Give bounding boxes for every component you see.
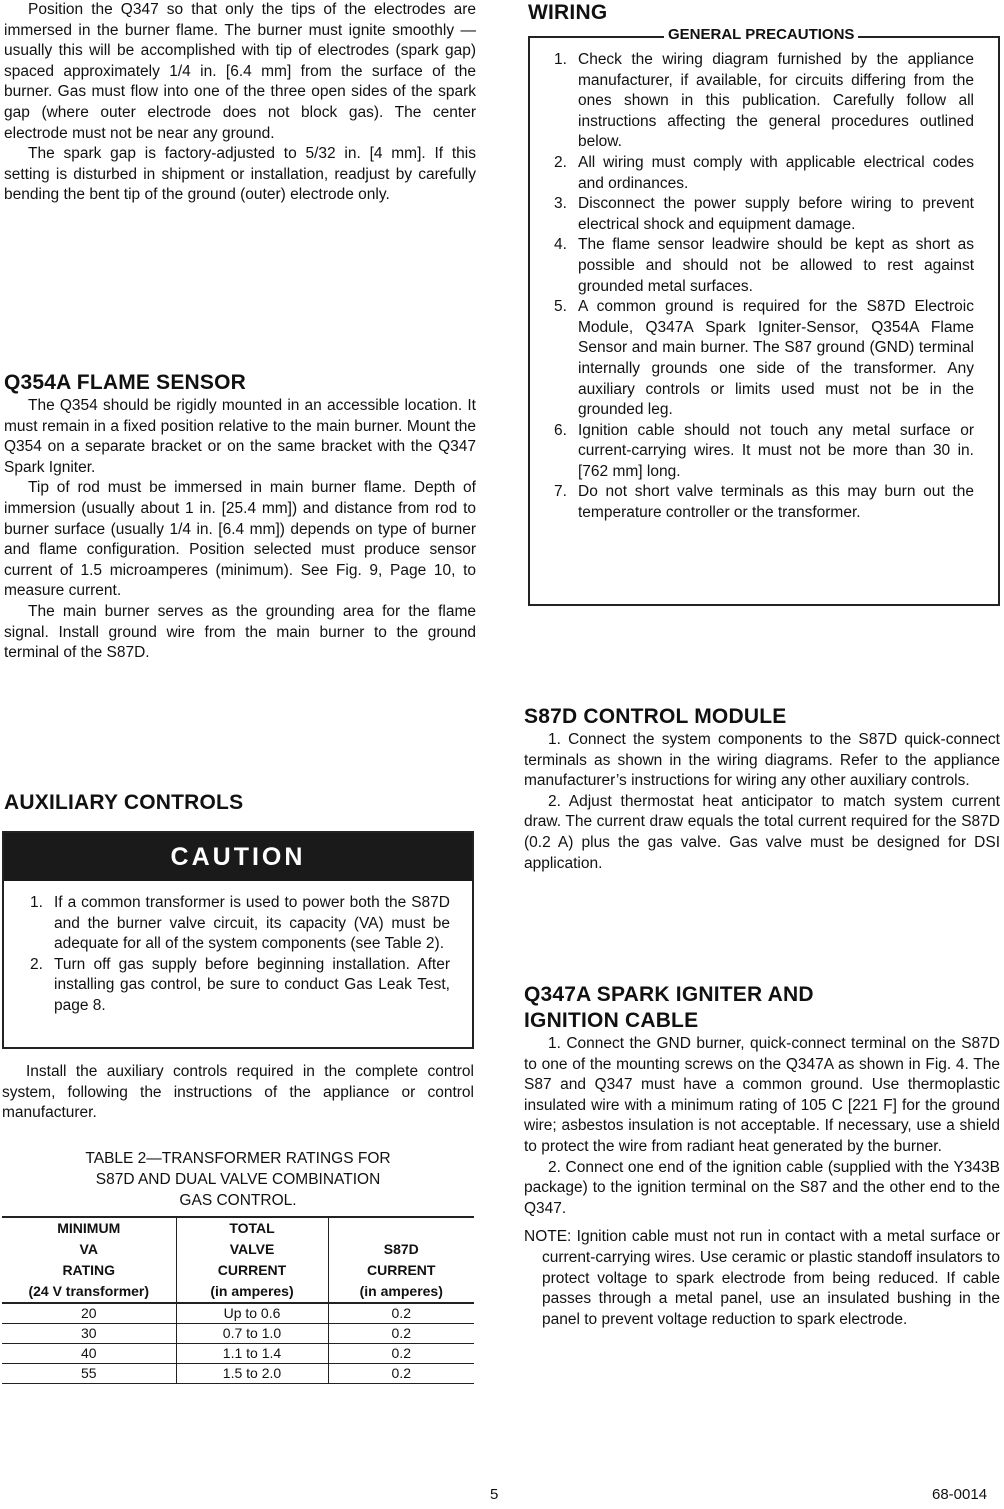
precaution-item (554, 153, 974, 194)
table-cell: 0.7 to 1.0 (176, 1324, 328, 1344)
table-cell: 0.2 (328, 1364, 474, 1384)
s87d-section (524, 704, 1000, 874)
precaution-item (554, 50, 974, 153)
caution-list (4, 881, 472, 1017)
flame-sensor-paragraph-1: The Q354 should be rigidly mounted in an accessible location. It must remain in a fixed position relative to the main burner. Mount the Q354 on a separate bracket or on the same bracket with the Q347 Spark Igniter. (4, 397, 476, 476)
caution-box (2, 831, 474, 1049)
precaution-item-text: Check the wiring diagram furnished by the appliance manufacturer, if available, for circuits differing from the ones shown in this publication. Carefully follow all instructions affecting the general procedures outlined below. (578, 51, 974, 151)
q347a-heading-line-2: IGNITION CABLE (524, 1009, 699, 1032)
q347a-note: NOTE: Ignition cable must not run in contact with a metal surface or current-carrying wires. Use ceramic or plastic standoff insulators to protect voltage to spark electrode from being reduced. If cable passes through a metal panel, use an insulated bushing in the panel to prevent voltage reduction to spark electrode. (524, 1228, 1000, 1328)
flame-sensor-paragraph-3: The main burner serves as the grounding area for the flame signal. Install ground wire from the main burner to the ground terminal of the S87D. (4, 602, 476, 662)
table-caption-line: GAS CONTROL. (179, 1192, 297, 1209)
table-caption (2, 1148, 474, 1211)
table-caption-line: S87D AND DUAL VALVE COMBINATION (95, 1171, 381, 1188)
table-cell: Up to 0.6 (176, 1303, 328, 1324)
header-line: TOTAL (229, 1220, 275, 1236)
s87d-heading: S87D CONTROL MODULE (524, 705, 787, 728)
caution-item-text: If a common transformer is used to power both the S87D and the burner valve circuit, its capacity (VA) must be adequate for all of the system components (see Table 2). (54, 894, 450, 953)
header-line: VALVE (229, 1241, 275, 1257)
header-line: (24 V transformer) (28, 1283, 150, 1299)
general-precautions-box (528, 26, 1000, 606)
header-line: (in amperes) (210, 1283, 294, 1299)
precaution-item-number: 2. (554, 153, 567, 171)
flame-sensor-heading: Q354A FLAME SENSOR (4, 371, 247, 394)
column-header-min-va (2, 1217, 176, 1303)
auxiliary-controls-paragraph: Install the auxiliary controls required in the complete control system, following the instructions of the appliance or control manufacturer. (2, 1063, 474, 1122)
table-cell: 1.1 to 1.4 (176, 1344, 328, 1364)
table-cell: 1.5 to 2.0 (176, 1364, 328, 1384)
intro-paragraph-1: Position the Q347 so that only the tips of the electrodes are immersed in the burner flame. The burner must ignite smoothly — usually this will be accomplished with tip of electrodes (spark gap) spaced approximately 1/4 in. [6.4 mm] from the surface of the burner. Gas must flow into one of the three open sides of the spark gap (where outer electrode does not block gas). The center electrode must not be near any ground. (4, 1, 476, 142)
table-cell: 0.2 (328, 1324, 474, 1344)
precaution-item-number: 1. (554, 51, 567, 68)
table-row (2, 1344, 474, 1364)
page-number: 5 (490, 1486, 499, 1503)
s87d-paragraph-1: 1. Connect the system components to the S87D quick-connect terminals as shown in the wiring diagrams. Refer to the appliance manufacturer’s instructions for wiring any other auxiliary controls. (524, 731, 1000, 790)
precaution-item (554, 421, 974, 483)
caution-item (30, 955, 450, 1017)
q347a-paragraph-1: 1. Connect the GND burner, quick-connect terminal on the S87D to one of the mounting screws on the Q347A as shown in Fig. 4. The S87 and Q347 must have a common ground. Use thermoplastic insulated wire with a minimum rating of 105 C [221 F] for the ground wire; asbestos insulation is not acceptable. If necessary, use a shield to protect the wire from radiant heat generated by the burner. (524, 1035, 1000, 1155)
precaution-item-text: Do not short valve terminals as this may burn out the temperature controller or the transformer. (578, 483, 974, 522)
column-header-valve-current (176, 1217, 328, 1303)
precaution-item-text: Ignition cable should not touch any metal surface or current-carrying wires. It must not be more than 30 in. [762 mm] long. (578, 421, 974, 480)
q347a-paragraph-2: 2. Connect one end of the ignition cable (supplied with the Y343B package) to the ignition terminal on the S87 and the other end to the Q347. (524, 1158, 1000, 1217)
auxiliary-controls-body (2, 1062, 474, 1124)
transformer-ratings-table (2, 1216, 474, 1384)
precaution-item-text: The flame sensor leadwire should be kept as short as possible and should not be allowed to rest against grounded metal surfaces. (578, 236, 974, 295)
table-row (2, 1324, 474, 1344)
precaution-item-text: All wiring must comply with applicable electrical codes and ordinances. (578, 153, 974, 192)
precaution-item-text: Disconnect the power supply before wiring to prevent electrical shock and equipment damage. (578, 195, 974, 233)
intro-section (4, 0, 476, 206)
s87d-paragraph-2: 2. Adjust thermostat heat anticipator to match system current draw. The current draw equals the total current required for the S87D (0.2 A) plus the gas valve. Gas valve must be designed for DSI application. (524, 792, 1000, 872)
caution-item-number: 2. (30, 955, 43, 973)
precaution-item-text: A common ground is required for the S87D Electroic Module, Q347A Spark Igniter-Sensor, Q354A Flame Sensor and main burner. The S87 ground (GND) terminal internally grounds one side of the transformer. Any auxiliary controls or limits used must not be in the grounded leg. (578, 298, 974, 419)
column-header-s87d-current (328, 1217, 474, 1303)
caution-item (30, 893, 450, 955)
table-cell: 0.2 (328, 1303, 474, 1324)
caution-item-number: 1. (30, 894, 43, 911)
intro-paragraph-2: The spark gap is factory-adjusted to 5/32 in. [4 mm]. If this setting is disturbed in shipment or installation, readjust by carefully bending the bent tip of the ground (outer) electrode only. (4, 145, 476, 204)
q347a-section (524, 982, 1000, 1330)
caution-banner: CAUTION (4, 833, 472, 881)
general-precautions-title: GENERAL PRECAUTIONS (664, 26, 858, 43)
header-line: VA (79, 1241, 98, 1257)
wiring-heading: WIRING (528, 1, 608, 24)
precautions-list (530, 38, 998, 524)
header-line: MINIMUM (57, 1220, 121, 1236)
table-cell: 55 (2, 1364, 176, 1384)
table-cell: 0.2 (328, 1344, 474, 1364)
precaution-item-number: 6. (554, 421, 567, 439)
table-cell: 20 (2, 1303, 176, 1324)
table-cell: 30 (2, 1324, 176, 1344)
precaution-item-number: 5. (554, 298, 567, 316)
precaution-item-number: 4. (554, 236, 567, 254)
flame-sensor-paragraph-2: Tip of rod must be immersed in main burner flame. Depth of immersion (usually about 1 in. [25.4 mm]) and distance from rod to burner surface (usually 1/4 in. [6.4 mm]) depends on type of burner and flame configuration. Position selected must produce sensor current of 1.5 microamperes (minimum). See Fig. 9, Page 10, to measure current. (4, 479, 476, 600)
header-line: (in amperes) (359, 1283, 443, 1299)
precaution-item-number: 7. (554, 483, 567, 501)
precaution-item (554, 482, 974, 523)
precaution-item-number: 3. (554, 195, 567, 213)
table-caption-line: TABLE 2—TRANSFORMER RATINGS FOR (85, 1150, 391, 1167)
q347a-heading-line-1: Q347A SPARK IGNITER AND (524, 983, 814, 1006)
precaution-item (554, 297, 974, 421)
table-cell: 40 (2, 1344, 176, 1364)
header-line: RATING (62, 1262, 116, 1278)
header-line: CURRENT (367, 1262, 436, 1278)
precaution-item (554, 235, 974, 297)
table-row (2, 1303, 474, 1324)
flame-sensor-section (4, 370, 476, 664)
header-line: CURRENT (217, 1262, 287, 1278)
precaution-item (554, 194, 974, 235)
auxiliary-controls-heading: AUXILIARY CONTROLS (4, 791, 244, 814)
caution-item-text: Turn off gas supply before beginning installation. After installing gas control, be sure to conduct Gas Leak Test, page 8. (54, 955, 450, 1014)
header-line: S87D (383, 1241, 419, 1257)
table-header-row (2, 1217, 474, 1303)
table-row (2, 1364, 474, 1384)
document-number: 68-0014 (932, 1486, 988, 1503)
